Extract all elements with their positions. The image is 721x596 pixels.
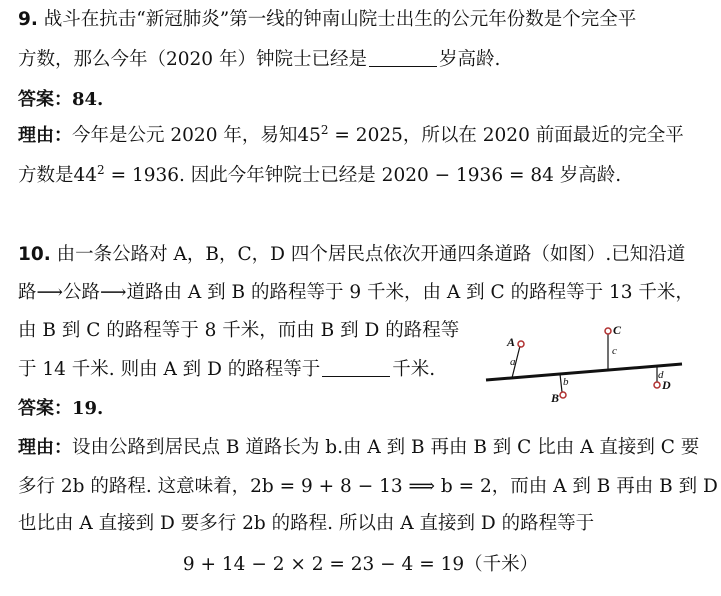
q10-answer-label: 答案： [18,398,72,419]
q10-line-3 [18,317,459,345]
q9-answer [18,86,103,114]
q10-answer [18,395,103,423]
point-a-marker [518,341,524,347]
point-d-label: D [662,378,671,392]
q10-text-3: 由 B 到 C 的路程等于 8 千米，而由 B 到 D 的路程等 [18,320,460,341]
q10-answer-value: 19. [72,398,104,419]
q10-reason-3: 也比由 A 直接到 D 要多行 2b 的路程. 所以由 A 直接到 D 的路程等于 [18,513,595,534]
q10-reason-line-1 [18,434,699,462]
road-diagram [480,320,690,410]
q10-text-2: 路⟶公路⟶道路由 A 到 B 的路程等于 9 千米，由 A 到 C 的路程等于 13 千米， [18,282,694,303]
q9-reason-2-exponent: 2 [97,162,105,177]
point-c-label: C [613,323,622,337]
q10-reason-line-3 [18,510,594,538]
q10-reason-label: 理由： [18,437,72,458]
q9-reason-line-2 [18,162,621,190]
q10-reason-1: 设由公路到居民点 B 道路长为 b.由 A 到 B 再由 B 到 C 比由 A 直接到 C 要 [72,437,700,458]
q10-line-1 [18,241,685,269]
q9-text-2b: 岁高龄. [438,49,501,70]
q9-reason-line-1 [18,122,684,150]
road-c-label: c [612,345,617,357]
point-b-label: B [551,391,560,405]
q9-line-2 [18,46,500,74]
road-b-line [560,374,562,392]
q9-reason-label: 理由： [18,125,72,146]
q10-line-2 [18,279,694,307]
q10-text-4a: 于 14 千米. 则由 A 到 D 的路程等于 [18,359,321,380]
road-a-label: a [510,356,516,368]
q9-reason-1-exponent: 2 [320,122,329,137]
q9-answer-blank [369,48,437,67]
q9-reason-1b: = 2025，所以在 2020 前面最近的完全平 [328,125,684,146]
q9-reason-2a: 方数是44 [18,165,98,186]
q9-answer-value: 84. [72,89,104,110]
q9-number: 9. [18,9,38,30]
point-d-marker [654,382,660,388]
road-b-label: b [563,376,569,388]
q10-reason-2: 多行 2b 的路程. 这意味着，2b = 9 + 8 − 13 ⟹ b = 2，而由 A 到 B 再由 B 到 D [18,476,718,497]
q9-reason-1a: 今年是公元 2020 年，易知45 [72,125,321,146]
q9-text-1: 战斗在抗击“新冠肺炎”第一线的钟南山院士出生的公元年份数是个完全平 [43,9,637,30]
q10-text-4b: 千米. [392,359,436,380]
point-c-marker [605,328,611,334]
q9-text-2a: 方数，那么今年（2020 年）钟院士已经是 [18,49,367,70]
q10-formula [0,551,721,579]
q10-text-1: 由一条公路对 A，B，C，D 四个居民点依次开通四条道路（如图）.已知沿道 [56,244,686,265]
q10-line-4 [18,356,435,384]
q10-formula-text: 9 + 14 − 2 × 2 = 23 − 4 = 19（千米） [182,554,539,575]
point-b-marker [560,392,566,398]
point-a-label: A [507,335,516,349]
q9-line-1 [18,6,636,34]
road-d-label: d [658,369,664,381]
q10-answer-blank [322,358,390,377]
q9-answer-label: 答案： [18,89,72,110]
q10-reason-line-2 [18,473,718,501]
q9-reason-2b: = 1936. 因此今年钟院士已经是 2020 − 1936 = 84 岁高龄. [104,165,622,186]
q10-number: 10. [18,244,51,265]
